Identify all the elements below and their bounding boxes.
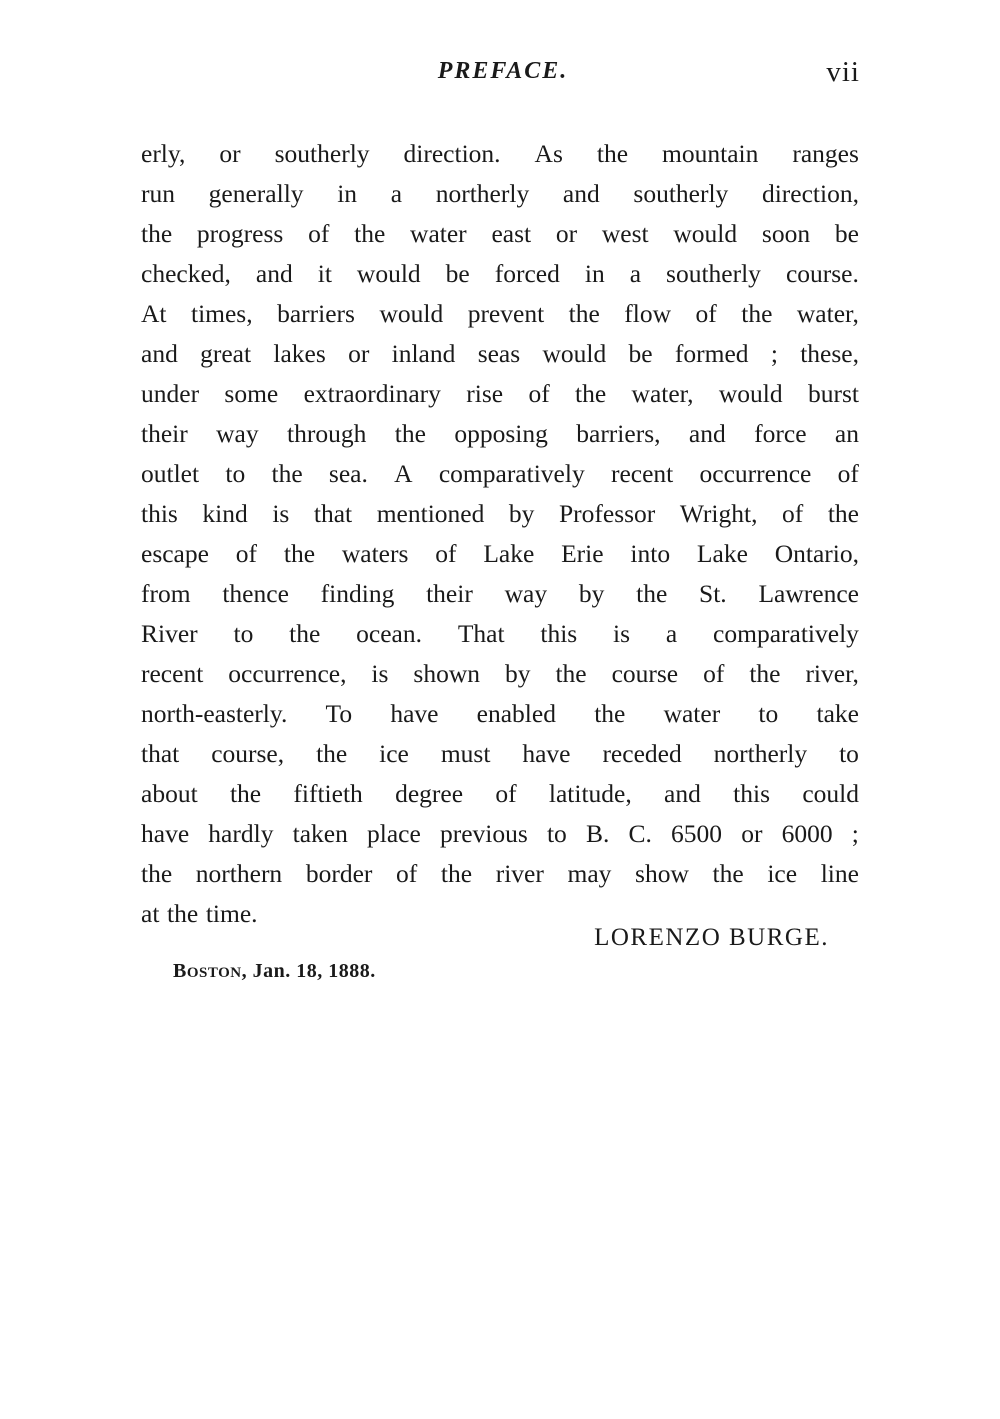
word: the xyxy=(568,299,600,328)
text-line xyxy=(141,294,859,334)
word: be xyxy=(628,339,653,368)
text-line xyxy=(141,334,859,374)
text-line xyxy=(141,814,859,854)
word: Lake xyxy=(483,539,535,568)
word: river xyxy=(495,859,544,888)
word: C. xyxy=(628,819,652,848)
word: water xyxy=(663,699,721,728)
word: opposing xyxy=(454,419,548,448)
word: and xyxy=(255,259,293,288)
word: receded xyxy=(602,739,682,768)
word: seas xyxy=(477,339,521,368)
dateline-place-rest: OSTON xyxy=(186,965,242,981)
word: erly, xyxy=(141,139,186,168)
word: the xyxy=(316,739,348,768)
word: a xyxy=(665,619,678,648)
word: the xyxy=(440,859,473,888)
word: B. xyxy=(585,819,610,848)
word: degree xyxy=(395,779,464,808)
word: to xyxy=(546,819,567,848)
word: escape xyxy=(141,539,209,568)
word: be xyxy=(445,259,470,288)
word: would xyxy=(673,219,738,248)
word: or xyxy=(348,339,370,368)
word: in xyxy=(584,259,605,288)
word: west xyxy=(601,219,649,248)
word: As xyxy=(534,139,563,168)
word: the xyxy=(229,779,262,808)
text-line xyxy=(141,614,859,654)
word: direction. xyxy=(403,139,501,168)
word: this xyxy=(540,619,578,648)
word: would xyxy=(718,379,783,408)
word: their xyxy=(426,579,473,608)
word: the xyxy=(354,219,386,248)
word: that xyxy=(141,739,180,768)
word: have xyxy=(390,699,439,728)
word: would xyxy=(356,259,421,288)
word: taken xyxy=(292,819,348,848)
word: these, xyxy=(800,339,859,368)
word: the xyxy=(827,499,859,528)
text-line xyxy=(141,374,859,414)
word: the xyxy=(712,859,744,888)
word: finding xyxy=(320,579,395,608)
word: at xyxy=(141,899,160,928)
word: to xyxy=(233,619,254,648)
word: the xyxy=(575,379,607,408)
word: comparatively xyxy=(438,459,585,488)
word: Lawrence xyxy=(758,579,859,608)
word: direction, xyxy=(761,179,859,208)
word: Lake xyxy=(696,539,748,568)
word: and xyxy=(664,779,701,808)
word: would xyxy=(379,299,444,328)
word: comparatively xyxy=(713,619,859,648)
word: latitude, xyxy=(548,779,632,808)
word: A xyxy=(394,459,413,488)
word: southerly xyxy=(274,139,370,168)
word: Wright, xyxy=(679,499,758,528)
text-line xyxy=(141,654,859,694)
running-head xyxy=(140,58,860,98)
word: of xyxy=(782,499,804,528)
word: by xyxy=(578,579,605,608)
word: way xyxy=(216,419,259,448)
word: the xyxy=(141,859,173,888)
word: of xyxy=(308,219,330,248)
word: is xyxy=(613,619,631,648)
word: this xyxy=(733,779,771,808)
text-line xyxy=(141,254,859,294)
word: it xyxy=(317,259,332,288)
word: about xyxy=(141,779,198,808)
word: great xyxy=(200,339,252,368)
word: ocean. xyxy=(356,619,422,648)
word: border xyxy=(305,859,373,888)
word: a xyxy=(390,179,403,208)
word: is xyxy=(272,499,290,528)
word: into xyxy=(630,539,671,568)
word: occurrence xyxy=(699,459,812,488)
word: of xyxy=(837,459,859,488)
word: to xyxy=(839,739,859,768)
word: times, xyxy=(190,299,253,328)
word: of xyxy=(235,539,258,568)
text-line xyxy=(141,214,859,254)
word: barriers xyxy=(277,299,355,328)
word: inland xyxy=(391,339,456,368)
word: barriers, xyxy=(576,419,661,448)
word: River xyxy=(141,619,198,648)
word: formed xyxy=(674,339,749,368)
word: the xyxy=(167,899,199,928)
word: of xyxy=(703,659,725,688)
word: waters xyxy=(341,539,409,568)
word: that xyxy=(313,499,353,528)
word: southerly xyxy=(633,179,729,208)
word: mountain xyxy=(662,139,759,168)
word: of xyxy=(528,379,550,408)
word: under xyxy=(141,379,200,408)
dateline-place-initial: B xyxy=(173,960,187,982)
word: the xyxy=(141,219,173,248)
word: the xyxy=(283,539,316,568)
word: fiftieth xyxy=(293,779,363,808)
word: or xyxy=(555,219,578,248)
text-line xyxy=(141,414,859,454)
word: the xyxy=(749,659,781,688)
text-line xyxy=(141,774,859,814)
word: thence xyxy=(222,579,289,608)
word: the xyxy=(594,699,626,728)
word: ; xyxy=(851,819,859,848)
word: kind xyxy=(202,499,248,528)
word: ; xyxy=(770,339,778,368)
preface-body-text xyxy=(141,134,859,934)
word: southerly xyxy=(666,259,761,288)
word: by xyxy=(508,499,535,528)
word: water xyxy=(410,219,467,248)
word: 6000 xyxy=(781,819,833,848)
text-line xyxy=(141,734,859,774)
word: ice xyxy=(379,739,409,768)
word: the xyxy=(394,419,426,448)
word: place xyxy=(367,819,421,848)
word: run xyxy=(141,179,175,208)
word: would xyxy=(542,339,607,368)
word: show xyxy=(635,859,689,888)
word: way xyxy=(504,579,548,608)
running-title: PREFACE. xyxy=(437,58,569,84)
word: take xyxy=(816,699,859,728)
word: through xyxy=(287,419,367,448)
word: be xyxy=(834,219,859,248)
word: force xyxy=(754,419,807,448)
word: of xyxy=(435,539,457,568)
author-signature: LORENZO BURGE. xyxy=(594,924,829,951)
word: the xyxy=(289,619,321,648)
word: river, xyxy=(805,659,859,688)
word: previous xyxy=(439,819,528,848)
word: is xyxy=(371,659,389,688)
word: shown xyxy=(413,659,480,688)
text-line xyxy=(141,134,859,174)
word: recent xyxy=(610,459,674,488)
text-line xyxy=(141,574,859,614)
word: checked, xyxy=(141,259,231,288)
page-number: vii xyxy=(826,56,860,88)
word: course, xyxy=(211,739,285,768)
text-line xyxy=(141,534,859,574)
word: the xyxy=(636,579,668,608)
word: extraordinary xyxy=(303,379,441,408)
word: this xyxy=(141,499,178,528)
word: prevent xyxy=(467,299,545,328)
word: some xyxy=(224,379,279,408)
word: That xyxy=(457,619,505,648)
text-line xyxy=(141,174,859,214)
word: Professor xyxy=(558,499,656,528)
word: to xyxy=(225,459,246,488)
word: 6500 xyxy=(671,819,723,848)
word: occurrence, xyxy=(228,659,347,688)
word: ice xyxy=(767,859,798,888)
text-line xyxy=(141,854,859,894)
word: have xyxy=(141,819,190,848)
word: generally xyxy=(208,179,304,208)
dateline-date: , Jan. 18, 1888. xyxy=(241,960,376,982)
word: must xyxy=(440,739,491,768)
word: flow xyxy=(624,299,672,328)
word: may xyxy=(567,859,612,888)
word: the xyxy=(741,299,773,328)
word: northerly xyxy=(435,179,530,208)
word: and xyxy=(688,419,726,448)
text-line xyxy=(141,454,859,494)
word: lakes xyxy=(273,339,326,368)
word: their xyxy=(141,419,188,448)
word: burst xyxy=(807,379,859,408)
word: hardly xyxy=(208,819,274,848)
word: progress xyxy=(196,219,284,248)
word: ranges xyxy=(792,139,859,168)
word: St. xyxy=(699,579,727,608)
word: forced xyxy=(494,259,560,288)
word: Ontario, xyxy=(774,539,859,568)
word: Erie xyxy=(561,539,604,568)
word: the xyxy=(271,459,303,488)
word: outlet xyxy=(141,459,200,488)
word: north-easterly. xyxy=(141,699,288,728)
word: of xyxy=(396,859,418,888)
word: course. xyxy=(785,259,859,288)
word: course xyxy=(611,659,679,688)
word: water, xyxy=(631,379,694,408)
word: a xyxy=(629,259,642,288)
word: At xyxy=(141,299,167,328)
word: or xyxy=(741,819,763,848)
word: To xyxy=(325,699,353,728)
word: soon xyxy=(761,219,811,248)
word: enabled xyxy=(476,699,556,728)
word: rise xyxy=(466,379,504,408)
word: could xyxy=(802,779,859,808)
word: have xyxy=(522,739,571,768)
text-line xyxy=(141,494,859,534)
word: water, xyxy=(796,299,859,328)
dateline xyxy=(173,960,376,983)
word: and xyxy=(562,179,600,208)
word: sea. xyxy=(328,459,368,488)
text-line xyxy=(141,694,859,734)
word: northern xyxy=(195,859,283,888)
word: the xyxy=(596,139,629,168)
word: in xyxy=(337,179,358,208)
word: recent xyxy=(141,659,204,688)
word: the xyxy=(555,659,587,688)
word: by xyxy=(504,659,531,688)
word: an xyxy=(834,419,859,448)
word: east xyxy=(491,219,532,248)
word: of xyxy=(495,779,517,808)
word: or xyxy=(219,139,241,168)
word: from xyxy=(141,579,191,608)
word: time. xyxy=(205,899,258,928)
word: of xyxy=(695,299,717,328)
word: line xyxy=(820,859,859,888)
word: and xyxy=(141,339,178,368)
word: to xyxy=(758,699,779,728)
word: northerly xyxy=(713,739,808,768)
word: mentioned xyxy=(376,499,485,528)
